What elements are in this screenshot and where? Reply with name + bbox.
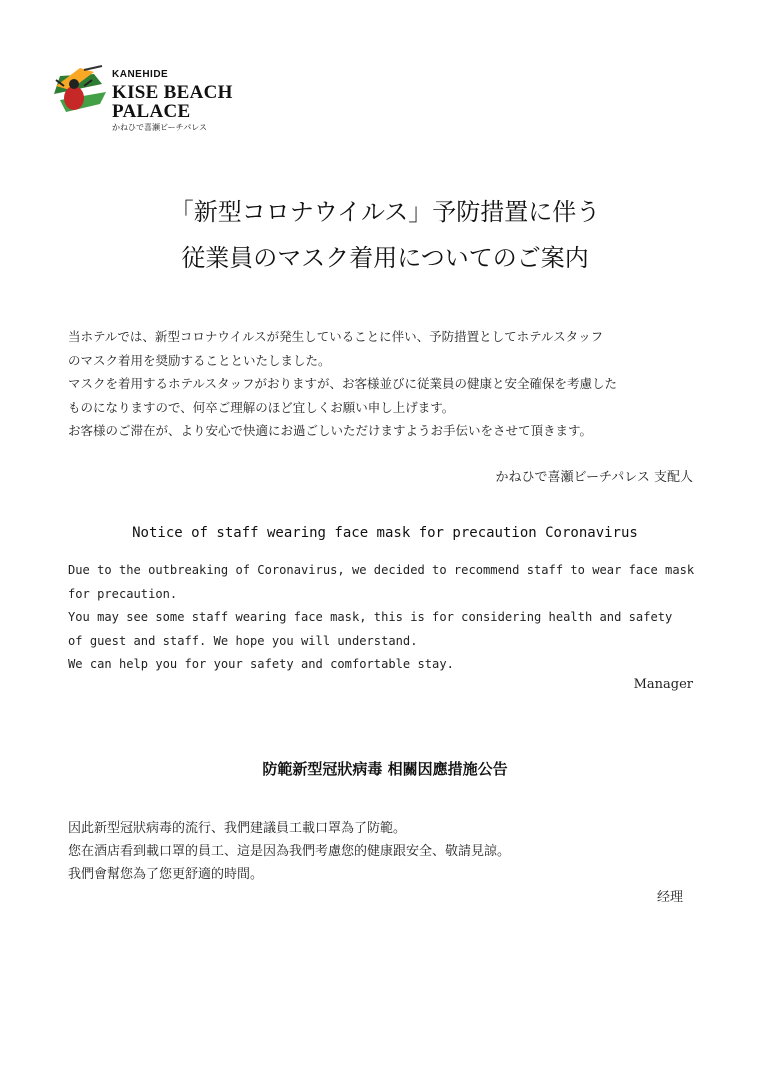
logo-line-kanehide: KANEHIDE	[112, 69, 169, 80]
logo-wordmark	[112, 70, 310, 132]
english-body-line: You may see some staff wearing face mask, this is for considering health and safety	[68, 610, 673, 624]
english-signature: Manager	[633, 677, 693, 692]
english-body-line: Due to the outbreaking of Coronavirus, we decided to recommend staff to wear face mask	[68, 563, 695, 577]
japanese-title-line-1: 「新型コロナウイルス」予防措置に伴う	[169, 198, 601, 226]
logo-line-kise-beach-palace: KISE BEACH PALACE	[112, 82, 233, 122]
chinese-body-line: 我們會幫您為了您更舒適的時間。	[68, 867, 264, 882]
hotel-logo	[50, 64, 310, 132]
chinese-body	[68, 817, 708, 886]
japanese-body-line: 当ホテルでは、新型コロナウイルスが発生していることに伴い、予防措置としてホテルスタッフ	[68, 329, 604, 344]
chinese-signature: 经理	[656, 890, 683, 905]
japanese-body-line: マスクを着用するホテルスタッフがおりますが、お客様並びに従業員の健康と安全確保を考慮した	[68, 376, 618, 391]
logo-line-japanese: かねひで喜瀬ビーチパレス	[112, 123, 207, 132]
chinese-heading: 防範新型冠狀病毒 相關因應措施公告	[262, 760, 508, 778]
japanese-signature: かねひで喜瀬ビーチパレス 支配人	[495, 470, 693, 485]
english-body	[68, 559, 708, 677]
japanese-title-line-2: 従業員のマスク着用についてのご案内	[181, 244, 589, 272]
japanese-body-line: ものになりますので、何卒ご理解のほど宜しくお願い申し上げます。	[68, 399, 455, 415]
hotel-emblem-icon	[50, 64, 108, 120]
japanese-body-line: のマスク着用を奨励することといたしました。	[68, 352, 331, 368]
japanese-body-line: お客様のご滞在が、より安心で快適にお過ごしいただけますようお手伝いをさせて頂きます。	[68, 423, 593, 438]
chinese-body-line: 因此新型冠狀病毒的流行、我們建議員工載口罩為了防範。	[68, 821, 407, 836]
english-body-line: for precaution.	[68, 586, 178, 601]
english-body-line: We can help you for your safety and comfortable stay.	[68, 657, 454, 671]
japanese-body	[68, 325, 708, 443]
chinese-body-line: 您在酒店看到載口罩的員工、這是因為我們考慮您的健康跟安全、敬請見諒。	[68, 844, 511, 859]
english-heading: Notice of staff wearing face mask for precaution Coronavirus	[132, 525, 638, 541]
english-body-line: of guest and staff. We hope you will understand.	[68, 633, 418, 648]
